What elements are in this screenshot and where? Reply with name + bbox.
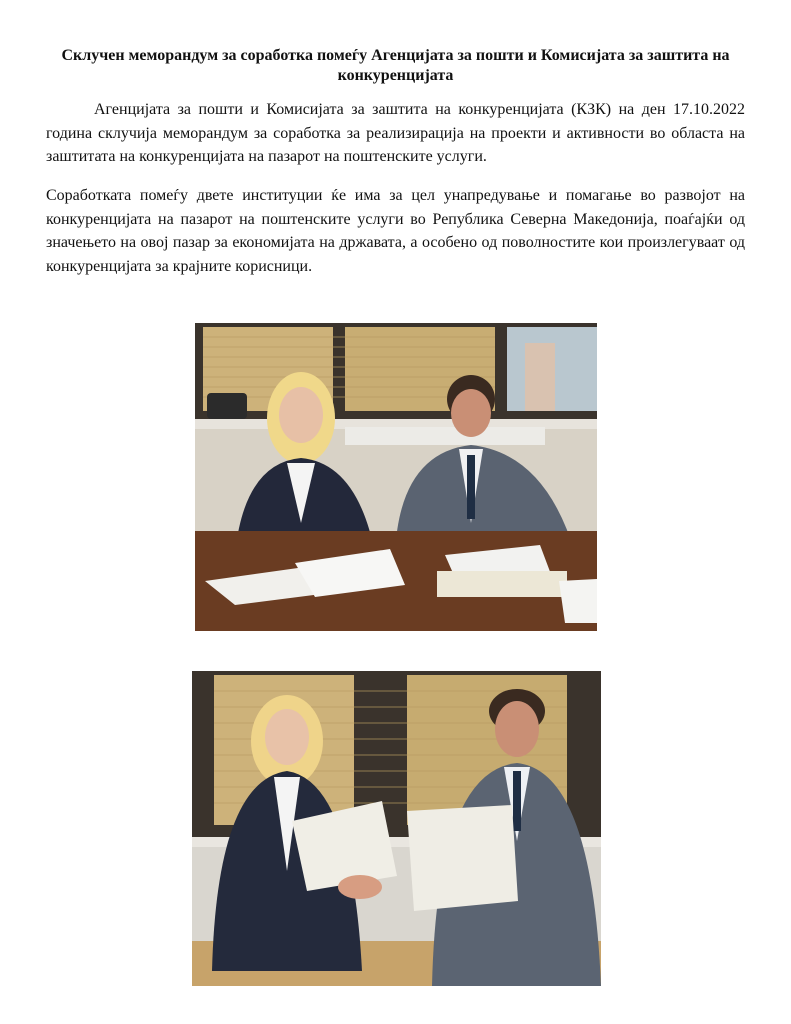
paragraph-2: Соработката помеѓу двете институции ќе има за цел унапредување и помагање во развојот на конкуренцијата на пазарот на поштенските услуги во Република Северна Македонија, поаѓајќи од значењето на овој пазар за економијата на државата, а особено од поволностите кои произлегуваат од конкуренцијата за крајните корисници. bbox=[46, 187, 745, 275]
document-title: Склучен меморандум за соработка помеѓу Агенцијата за пошти и Комисијата за заштита на конкуренцијата bbox=[61, 47, 730, 84]
signing-photo-illustration bbox=[195, 323, 597, 631]
paragraph-1: Агенцијата за пошти и Комисијата за заштита на конкуренцијата (КЗК) на ден 17.10.2022 година склучија меморандум за соработка за реализирација на проекти и активности во областа на заштитата на конкуренцијата на пазарот на поштенските услуги. bbox=[46, 101, 745, 165]
photo-signing bbox=[195, 323, 597, 631]
handshake-photo-illustration bbox=[192, 671, 601, 986]
photo-handshake bbox=[192, 671, 601, 986]
